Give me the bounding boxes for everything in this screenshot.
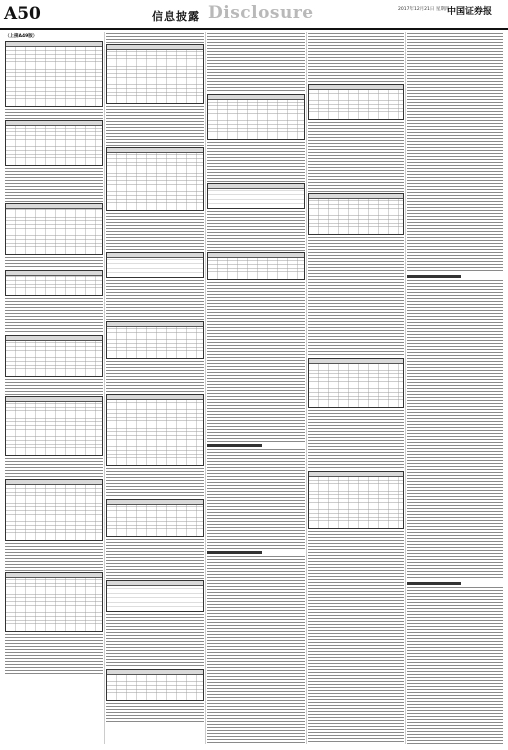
text-paragraph [5, 458, 103, 478]
text-paragraph [106, 614, 204, 668]
data-table [5, 120, 103, 166]
text-paragraph [5, 298, 103, 334]
text-paragraph [308, 33, 404, 83]
text-paragraph [407, 33, 503, 273]
data-table [5, 335, 103, 377]
text-paragraph [207, 211, 305, 251]
text-paragraph [308, 531, 404, 744]
data-table [207, 252, 305, 280]
text-paragraph [106, 539, 204, 579]
text-paragraph [5, 543, 103, 571]
text-paragraph [207, 33, 305, 93]
section-subheading [407, 582, 461, 585]
text-paragraph [106, 468, 204, 498]
section-subheading [407, 275, 461, 278]
text-paragraph [308, 122, 404, 192]
column-5 [406, 32, 504, 744]
data-table [207, 94, 305, 140]
data-table [5, 41, 103, 107]
text-paragraph [308, 237, 404, 357]
data-table [308, 358, 404, 408]
data-table [106, 252, 204, 278]
text-paragraph [5, 109, 103, 119]
text-paragraph [5, 257, 103, 269]
article-body [4, 32, 504, 744]
page-footer [0, 744, 508, 750]
column-3 [206, 32, 307, 744]
page-number: A50 [4, 4, 41, 24]
newspaper-name: 中国证券报 [447, 7, 493, 17]
data-table [5, 270, 103, 296]
data-table [308, 471, 404, 529]
issue-date: 2017年12月21日 星期四 [398, 7, 450, 12]
column-4 [307, 32, 406, 744]
data-table [308, 193, 404, 235]
data-table [308, 84, 404, 120]
column-2 [105, 32, 206, 744]
data-table [5, 396, 103, 456]
text-paragraph [106, 703, 204, 723]
text-paragraph [106, 361, 204, 393]
text-paragraph [5, 379, 103, 395]
page-header [0, 0, 508, 30]
data-table [106, 147, 204, 211]
text-paragraph [106, 106, 204, 146]
text-paragraph [106, 280, 204, 320]
data-table [106, 580, 204, 612]
section-subheading [207, 551, 262, 554]
text-paragraph [207, 556, 305, 744]
section-subheading [207, 444, 262, 447]
data-table [207, 183, 305, 209]
text-paragraph [407, 280, 503, 580]
data-table [5, 203, 103, 255]
text-paragraph [106, 33, 204, 43]
data-table [106, 321, 204, 359]
data-table [5, 479, 103, 541]
text-paragraph [207, 449, 305, 549]
data-table [106, 44, 204, 104]
text-paragraph [5, 168, 103, 202]
continued-from-label: （上接A49版） [5, 34, 38, 39]
text-paragraph [106, 213, 204, 251]
section-english-title: Disclosure [208, 3, 314, 23]
data-table [5, 572, 103, 632]
data-table [106, 499, 204, 537]
text-paragraph [5, 634, 103, 674]
text-paragraph [207, 282, 305, 442]
section-title: 信息披露 [152, 10, 200, 23]
text-paragraph [207, 142, 305, 182]
data-table [106, 669, 204, 701]
text-paragraph [407, 587, 503, 744]
column-1 [4, 32, 105, 744]
data-table [106, 394, 204, 466]
text-paragraph [308, 410, 404, 470]
